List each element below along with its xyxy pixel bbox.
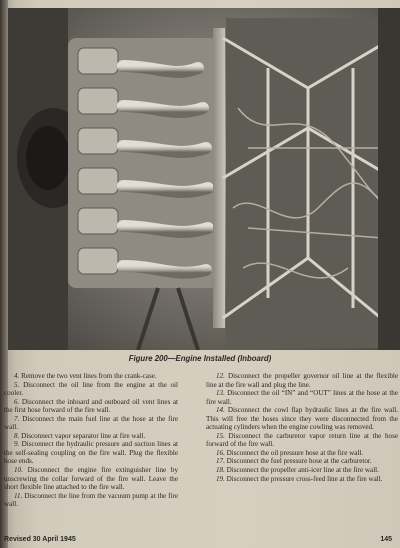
step-19: [206, 475, 398, 484]
step-text: Disconnect vapor separator line at fire wall.: [21, 431, 146, 440]
step-text: Disconnect the oil “IN” and “OUT” lines at the hose at the fire wall.: [206, 389, 398, 406]
step-number: 18.: [216, 466, 225, 475]
step-number: 13.: [216, 389, 225, 398]
step-9: [4, 440, 178, 466]
step-number: 4.: [14, 372, 20, 380]
step-6: [4, 398, 178, 415]
step-number: 12.: [216, 372, 225, 380]
step-text: Disconnect the hydraulic pressure and suction lines at the self-sealing coupling on the fire wall. Plug the flexible hose ends.: [4, 440, 179, 466]
engine-photo: [8, 8, 400, 350]
step-text: Disconnect the oil line from the engine at the oil cooler.: [4, 380, 178, 398]
step-text: Disconnect the carburetor vapor return line at the hose forward of the fire wall.: [206, 431, 398, 449]
step-14: [206, 406, 398, 432]
step-12: [206, 372, 398, 389]
step-number: 17.: [216, 457, 225, 466]
step-number: 14.: [216, 406, 225, 415]
step-text: Disconnect the propeller anti-icer line at the fire wall.: [226, 466, 379, 475]
step-number: 11.: [14, 491, 23, 500]
step-17: [206, 457, 398, 466]
step-number: 9.: [14, 440, 20, 449]
step-16: [206, 449, 398, 458]
step-text: Disconnect the main fuel line at the hose at the fire wall.: [4, 414, 178, 432]
step-text: Disconnect the inboard and outboard oil vent lines at the first hose forward of the fire wall.: [4, 397, 178, 415]
step-text: Disconnect the oil pressure hose at the fire wall.: [226, 448, 364, 457]
page-number: 145: [380, 536, 392, 543]
step-number: 5.: [14, 380, 20, 389]
engine-illustration: [8, 8, 400, 350]
page-footer: [0, 534, 400, 546]
step-number: 16.: [216, 448, 225, 457]
step-number: 6.: [14, 397, 20, 406]
step-18: [206, 466, 398, 475]
revision-date: Revised 30 April 1945: [4, 536, 76, 543]
step-7: [4, 415, 178, 432]
step-number: 15.: [216, 431, 225, 440]
step-text: Disconnect the line from the vacuum pump at the fire wall.: [4, 491, 179, 509]
step-11: [4, 492, 178, 509]
step-number: 10.: [14, 466, 23, 475]
step-4: [4, 372, 178, 381]
instructions-right-column: [206, 372, 398, 483]
step-10: [4, 466, 178, 492]
step-number: 19.: [216, 474, 225, 483]
step-number: 8.: [14, 431, 20, 440]
step-15: [206, 432, 398, 449]
instructions-left-column: [4, 372, 178, 509]
step-text: Disconnect the propeller governor oil line at the flexible line at the fire wall and plug the line.: [206, 372, 398, 389]
step-13: [206, 389, 398, 406]
step-text: Remove the two vent lines from the crank-case.: [21, 372, 157, 380]
step-text: Disconnect the pressure cross-feed line at the fire wall.: [226, 474, 383, 483]
step-text: Disconnect the fuel pressure hose at the carburetor.: [226, 457, 372, 466]
step-number: 7.: [14, 414, 20, 423]
figure-caption: Figure 200—Engine Installed (Inboard): [128, 354, 272, 363]
step-text: Disconnect the engine fire extinguisher line by unscrewing the collar forward of the fire wall. Leave the short flexible line attached to the fire wall.: [4, 466, 178, 492]
step-5: [4, 381, 178, 398]
step-text: Disconnect the cowl flap hydraulic lines at the fire wall. This will free the hoses since they were disconnected from the actuating cylinders when the engine cowling was removed.: [206, 406, 398, 432]
step-8: [4, 432, 178, 441]
